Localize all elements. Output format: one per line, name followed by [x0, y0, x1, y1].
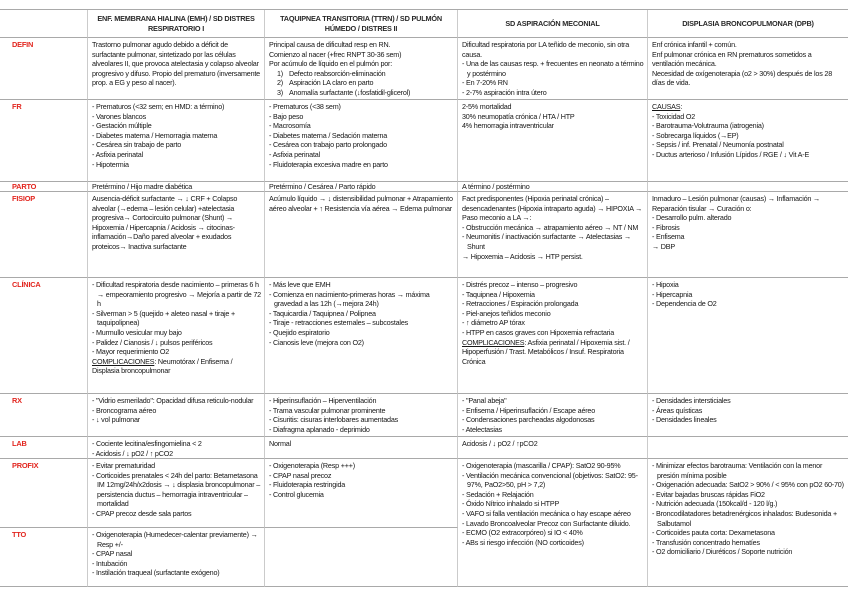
cell-rx-ttrn: [265, 394, 458, 437]
cell-line: - CPAP precoz desde sala partos: [92, 508, 192, 518]
cell-line: - Atelectasias: [462, 424, 502, 434]
cell-line: Acúmulo líquido → ↓ distensibilidad pulmonar + Atrapamiento aéreo alveolar + ↑ Resistencia vía aérea → Edema pulmonar: [269, 194, 453, 213]
cell-line: - Corticoides pauta corta: Dexametasona: [652, 528, 775, 538]
cell-line: - Hipotermia: [92, 159, 129, 169]
column-header-meconial: [458, 10, 648, 38]
column-header-label: TAQUIPNEA TRANSITORIA (TTRN) / SD PULMÓN HÚMEDO / DISTRES II: [280, 13, 442, 33]
row-label-text: DEFIN: [12, 40, 34, 49]
row-label-text: CLÍNICA: [12, 280, 41, 289]
cell-line: - Evitar prematuridad: [92, 461, 155, 470]
cell-line: - Asfixia perinatal: [92, 149, 143, 159]
cell-line: Ausencia-déficit surfactante → ↓ CRF + Colapso alveolar (→edema – lesión celular) +atelectasia progresiva→ Cortocircuito pulmonar (Shunt) → Hipoxemia / Hipercapnia / Acidosis → citocinas-inflamación→Daño pared alveolar + exudados proteicos→ Inactiva surfactante: [92, 194, 238, 251]
cell-line: - CPAP nasal: [92, 549, 133, 559]
cell-line: - Broncograma aéreo: [92, 405, 157, 415]
underlined-heading: CAUSAS: [652, 102, 681, 111]
numbered-item: [269, 69, 454, 79]
cell-line: - Fibrosis: [652, 222, 680, 232]
cell-line: → DBP: [652, 241, 675, 251]
cell-clinica-ttrn: [265, 278, 458, 394]
cell-line: - Evitar bajadas bruscas rápidas FiO2: [652, 489, 765, 499]
item-text: Anomalía surfactante (↓fosfatidil-glicerol): [289, 87, 411, 97]
cell-line: 2-5% mortalidad: [462, 102, 512, 111]
cell-line: Fact predisponentes (Hipoxia perinatal crónica) – desencadenantes (Hipoxia intraparto aguda) → HIPOXIA → Paso meconio a LA →:: [462, 194, 643, 223]
cell-line: - Barotrauma-Volutrauma (iatrogenia): [652, 121, 764, 131]
cell-line: - Silverman > 5 (quejido + aleteo nasal + tiraje + taquipolipnea): [92, 308, 236, 328]
cell-line: - Sobrecarga líquidos (→EP): [652, 130, 739, 140]
cell-line: - Macrosomía: [269, 121, 311, 131]
cell-line: - Murmullo vesicular muy bajo: [92, 327, 182, 337]
cell-profix-ttrn: [265, 459, 458, 528]
cell-line: Normal: [269, 439, 291, 448]
cell-line: - Una de las causas resp. + frecuentes en neonato a término y postérmino: [462, 59, 644, 78]
cell-line: Principal causa de dificultad resp en RN.: [269, 40, 391, 49]
cell-rx-emh: [88, 394, 265, 437]
item-number: 3): [277, 87, 283, 97]
cell-line: Trastorno pulmonar agudo debido a déficit de surfactante pulmonar, sintetizado por las células alveolares II, que provoca atelectasia y colapso alveolar progresivo y difuso. Propio del prematuro (inversamente prop. a EG y peso al nacer).: [92, 40, 260, 88]
comparison-table: [0, 9, 848, 587]
cell-lab-dbp: [648, 437, 848, 459]
cell-line: - Taquipnea / Hipoxemia: [462, 289, 535, 299]
cell-line: - Broncodilatadores betadrenérgicos inhalados: Budesonida + Salbutamol: [652, 508, 837, 528]
row-label-tto: [0, 528, 88, 587]
cell-line: - Fluidoterapia restringida: [269, 480, 346, 490]
item-text: Aspiración LA claro en parto: [289, 78, 374, 88]
row-label-fr: [0, 100, 88, 182]
cell-line: - Diafragma aplanado - deprimido: [269, 424, 370, 434]
cell-line: - Acidosis / ↓ pO2 / ↑ pCO2: [92, 448, 173, 458]
cell-line: Enf crónica infantil + común.: [652, 40, 737, 49]
cell-line: - ↓ vol pulmonar: [92, 415, 140, 425]
cell-fr-emh: [88, 100, 265, 182]
row-label-text: RX: [12, 396, 22, 405]
cell-line: - Sepsis / inf. Prenatal / Neumonía postnatal: [652, 140, 784, 150]
cell-fisiop-meconial: [458, 192, 648, 278]
column-header-label: ENF. MEMBRANA HIALINA (EMH) / SD DISTRES RESPIRATORIO I: [97, 13, 255, 33]
item-text: Defecto reabsorción-eliminación: [289, 68, 386, 78]
cell-parto-dbp: [648, 182, 848, 192]
row-label-rx: [0, 394, 88, 437]
cell-line: - Cociente lecitina/esfingomielina < 2: [92, 439, 202, 448]
cell-fisiop-dbp: [648, 192, 848, 278]
cell-line: - Diabetes materna / Sedación materna: [269, 130, 388, 140]
cell-profix-emh: [88, 459, 265, 528]
cell-line: - Intubación: [92, 558, 128, 568]
cell-line: - Áreas quísticas: [652, 405, 703, 415]
cell-line: - Lavado Broncoalveolar Precoz con Surfactante diluido.: [462, 518, 631, 528]
cell-line: - Enfisema / Hiperinsuflación / Escape aéreo: [462, 405, 596, 415]
cell-line: - Condensaciones parcheadas algodonosas: [462, 415, 595, 425]
row-label-text: PARTO: [12, 182, 37, 191]
cell-line: - Fluidoterapia excesiva madre en parto: [269, 159, 388, 169]
cell-profix-meconial: [458, 459, 648, 587]
cell-line: [652, 102, 845, 112]
cell-fisiop-emh: [88, 192, 265, 278]
cell-line: - ECMO (O2 extracorpóreo) si IO < 40%: [462, 528, 583, 538]
cell-line: Necesidad de oxígenoterapia (o2 > 30%) después de los 28 días de vida.: [652, 68, 832, 88]
cell-line: - Palidez / Cianosis / ↓ pulsos periféricos: [92, 337, 213, 347]
cell-line: - CPAP nasal precoz: [269, 470, 332, 480]
cell-line: - Ventilación mecánica convencional (objetivos: SatO2: 95-97%, PaO2>50, pH > 7,2): [462, 470, 638, 490]
cell-defin-emh: [88, 38, 265, 100]
cell-line: Inmaduro – Lesión pulmonar (causas) → Inflamación → Reparación tisular → Curación o:: [652, 194, 820, 213]
cell-line: - Comienza en nacimiento-primeras horas → máxima gravedad a las 12h (→mejora 24h): [269, 289, 430, 309]
cell-line: - Hipoxia: [652, 280, 679, 289]
cell-line: - Cisuritis: cisuras interlobares aumentadas: [269, 415, 399, 425]
row-label-text: TTO: [12, 530, 27, 539]
cell-line: 4% hemorragia intraventricular: [462, 121, 554, 131]
cell-line: - 2-7% aspiración intra útero: [462, 87, 547, 97]
cell-line: Pretérmino / Hijo madre diabética: [92, 182, 193, 191]
cell-line: [462, 338, 644, 367]
cell-line: - Dependencia de O2: [652, 299, 717, 309]
header-corner: [0, 10, 88, 38]
cell-rx-dbp: [648, 394, 848, 437]
cell-line: - Dificultad respiratoria desde nacimiento – primeras 6 h → empeoramiento progresivo → Mejoría a partir de 72 h: [92, 280, 261, 309]
cell-line: Dificultad respiratoria por LA teñido de meconio, sin otra causa.: [462, 40, 629, 59]
cell-line: - Hipercapnia: [652, 289, 693, 299]
cell-line: - Oxigenoterapia (mascarilla / CPAP): SatO2 90-95%: [462, 461, 621, 470]
cell-line-text: : Asfixia perinatal / Hipoxemia sist. / Hipoperfusión / Trast. Metabólicos / Insuf. Respiratoria Crónica: [462, 337, 630, 366]
underlined-heading: COMPLICACIONES: [462, 337, 525, 347]
column-header-label: SD ASPIRACIÓN MECONIAL: [505, 18, 600, 28]
cell-line-text: :: [680, 102, 683, 111]
cell-line: → Hipoxemia – Acidosis → HTP persist.: [462, 251, 583, 261]
cell-fisiop-ttrn: [265, 192, 458, 278]
cell-line: - ABs si riesgo infección (NO corticoides): [462, 537, 584, 547]
cell-line: - Mayor requerimiento O2: [92, 347, 170, 357]
cell-lab-meconial: [458, 437, 648, 459]
cell-line: [92, 357, 261, 376]
cell-line: - HTPP en casos graves con Hipoxemia refractaria: [462, 327, 615, 337]
cell-line: - Densidades lineales: [652, 415, 717, 425]
row-label-defin: [0, 38, 88, 100]
cell-defin-ttrn: [265, 38, 458, 100]
cell-clinica-meconial: [458, 278, 648, 394]
row-label-text: FR: [12, 102, 22, 111]
cell-line: - Cesárea sin trabajo de parto: [92, 140, 182, 150]
item-number: 2): [277, 78, 283, 88]
cell-line: - Quejido espiratorio: [269, 327, 330, 337]
underlined-heading: COMPLICACIONES: [92, 356, 155, 366]
cell-fr-dbp: [648, 100, 848, 182]
cell-line: - Oxigenación adecuada: SatO2 > 90% / < 95% con pO2 60-70): [652, 480, 844, 490]
cell-profix-dbp: [648, 459, 848, 587]
cell-line: - Óxido Nítrico inhalado si HTPP: [462, 499, 560, 509]
cell-tto-ttrn: [265, 528, 458, 587]
cell-line: Acidosis / ↓ pO2 / ↑pCO2: [462, 439, 538, 448]
cell-fr-meconial: [458, 100, 648, 182]
cell-line: - Distrés precoz – intenso – progresivo: [462, 280, 578, 289]
cell-line: - Toxicidad O2: [652, 111, 696, 121]
cell-rx-meconial: [458, 394, 648, 437]
column-header-ttrn: [265, 10, 458, 38]
cell-line: - Instilación traqueal (surfactante exógeno): [92, 568, 220, 578]
cell-line: - Piel-anejos teñidos meconio: [462, 308, 551, 318]
cell-line: A término / postérmino: [462, 182, 530, 191]
row-label-text: PROFIX: [12, 461, 39, 470]
cell-line: - Trama vascular pulmonar prominente: [269, 405, 386, 415]
numbered-item: [269, 78, 454, 88]
cell-line: - Más leve que EMH: [269, 280, 331, 289]
cell-clinica-dbp: [648, 278, 848, 394]
column-header-label: DISPLASIA BRONCOPULMONAR (DPB): [682, 18, 814, 28]
cell-line: Comienzo al nacer (+frec RNPT 30-36 sem): [269, 49, 402, 59]
row-label-lab: [0, 437, 88, 459]
cell-line: - Densidades intersticiales: [652, 396, 731, 405]
cell-line: - Corticoides prenatales < 24h del parto: Betametasona IM 12mg/24h/x2dosis → ↓ displasia broncopulmonar – persistencia ductus – hemorragia intraventricular – mortalidad: [92, 470, 260, 509]
cell-line: - Gestación múltiple: [92, 121, 152, 131]
cell-line: - Oxigenoterapia (Resp +++): [269, 461, 355, 470]
cell-line: - Diabetes materna / Hemorragia materna: [92, 130, 218, 140]
cell-line: Enf pulmonar crónica en RN prematuros sometidos a ventilación mecánica.: [652, 49, 812, 69]
column-header-dbp: [648, 10, 848, 38]
cell-line: - "Vidrio esmerilado": Opacidad difusa reticulo-nodular: [92, 396, 254, 405]
cell-line: - Desarrollo pulm. alterado: [652, 213, 732, 223]
cell-line: - Ductus arterioso / Infusión Lípidos / RGE / ↓ Vit A-E: [652, 149, 810, 159]
cell-line: Por acúmulo de líquido en el pulmón por:: [269, 59, 393, 69]
cell-line: - Prematuros (<38 sem): [269, 102, 341, 111]
cell-line: - O2 domiciliario / Diuréticos / Soporte nutrición: [652, 547, 793, 557]
cell-defin-dbp: [648, 38, 848, 100]
cell-parto-meconial: [458, 182, 648, 192]
row-label-text: LAB: [12, 439, 27, 448]
cell-line: Pretérmino / Cesárea / Parto rápido: [269, 182, 376, 191]
cell-line: - Tiraje - retracciones esternales – subcostales: [269, 318, 409, 328]
cell-line: - Oxigenoterapia (Humedecer-calentar previamente) → Resp +/-: [92, 530, 258, 549]
cell-line: - En 7-20% RN: [462, 78, 508, 88]
cell-line: 30% neumopatía crónica / HTA / HTP: [462, 111, 575, 121]
cell-line: - Sedación + Relajación: [462, 489, 534, 499]
cell-line: - Cesárea con trabajo parto prolongado: [269, 140, 387, 150]
cell-lab-ttrn: [265, 437, 458, 459]
cell-line: - Transfusión concentrado hematíes: [652, 537, 760, 547]
row-label-profix: [0, 459, 88, 528]
cell-line: - Prematuros (<32 sem; en HMD: a término): [92, 102, 225, 111]
cell-clinica-emh: [88, 278, 265, 394]
row-label-fisiop: [0, 192, 88, 278]
cell-parto-ttrn: [265, 182, 458, 192]
cell-line: - Varones blancos: [92, 111, 146, 121]
cell-lab-emh: [88, 437, 265, 459]
cell-line: - Enfisema: [652, 232, 685, 242]
cell-line: - ↑ diámetro AP tórax: [462, 318, 525, 328]
cell-line: - Hiperinsuflación – Hiperventilación: [269, 396, 377, 405]
column-header-emh: [88, 10, 265, 38]
cell-parto-emh: [88, 182, 265, 192]
cell-line: - "Panal abeja": [462, 396, 507, 405]
cell-line: - Cianosis leve (mejora con O2): [269, 337, 364, 347]
cell-line: - Nutrición adecuada (150kcal/d - 120 l/g.): [652, 499, 778, 509]
cell-line: - VAFO si falla ventilación mecánica o hay escape aéreo: [462, 508, 631, 518]
row-label-text: FISIOP: [12, 194, 36, 203]
item-number: 1): [277, 68, 283, 78]
cell-line: - Retracciones / Espiración prolongada: [462, 299, 579, 309]
cell-line: - Obstrucción mecánica → atrapamiento aéreo → NT / NM: [462, 222, 639, 232]
cell-line: - Asfixia perinatal: [269, 149, 320, 159]
row-label-clinica: [0, 278, 88, 394]
cell-fr-ttrn: [265, 100, 458, 182]
cell-line-text: : Neumotórax / Enfisema / Displasia broncopulmonar: [92, 356, 233, 376]
cell-defin-meconial: [458, 38, 648, 100]
cell-line: - Taquicardia / Taquipnea / Polipnea: [269, 308, 376, 318]
cell-tto-emh: [88, 528, 265, 587]
row-label-parto: [0, 182, 88, 192]
cell-line: - Neumonitis / inactivación surfactante → Atelectasias → Shunt: [462, 232, 631, 251]
cell-line: - Bajo peso: [269, 111, 304, 121]
cell-line: - Minimizar efectos barotrauma: Ventilación con la menor presión mínima posible: [652, 461, 823, 480]
cell-line: - Control glucemia: [269, 489, 324, 499]
numbered-item: [269, 88, 454, 98]
